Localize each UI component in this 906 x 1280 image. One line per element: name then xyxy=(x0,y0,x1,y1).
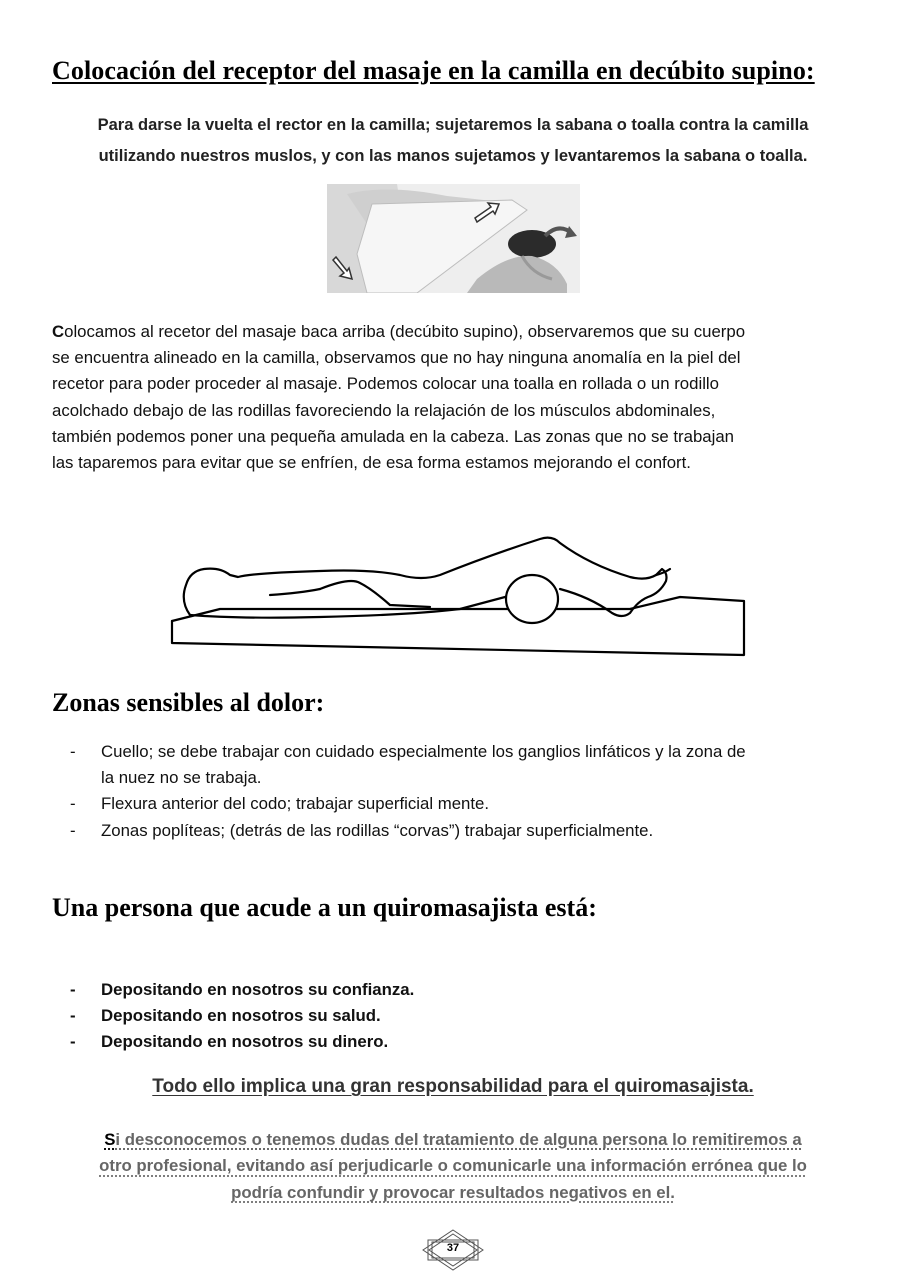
list-item-text: la nuez no se trabaja. xyxy=(101,768,262,788)
list-dash: - xyxy=(70,794,76,814)
page-number: 37 xyxy=(446,1242,460,1254)
list-dash: - xyxy=(70,980,76,999)
client-trust-list xyxy=(70,977,670,1056)
list-item-text: Depositando en nosotros su dinero. xyxy=(101,1032,389,1052)
paragraph-line: recetor para poder proceder al masaje. Podemos colocar una toalla en rollada o un rodillo xyxy=(52,374,719,394)
intro-line: utilizando nuestros muslos, y con las manos sujetamos y levantaremos la sabana o toalla. xyxy=(98,147,808,165)
list-dash: - xyxy=(70,820,76,840)
intro-line: Para darse la vuelta el rector en la camilla; sujetaremos la sabana o toalla contra la camilla xyxy=(97,116,809,134)
list-item-text: Cuello; se debe trabajar con cuidado especialmente los ganglios linfáticos y la zona de xyxy=(101,742,746,761)
paragraph-line: también podemos poner una pequeña amulada en la cabeza. Las zonas que no se trabajan xyxy=(52,426,735,446)
advice-line-text: podría confundir y provocar resultados negativos en el. xyxy=(231,1182,675,1202)
responsibility-text: Todo ello implica una gran responsabilidad para el quiromasajista. xyxy=(152,1076,754,1097)
paragraph-line: se encuentra alineado en la camilla, observamos que no hay ninguna anomalía en la piel del xyxy=(52,348,741,368)
list-item-text: Flexura anterior del codo; trabajar superficial mente. xyxy=(101,794,490,814)
paragraph-line xyxy=(52,319,862,345)
advice-line-text: otro profesional, evitando así perjudicarle o comunicarle una información errónea que lo xyxy=(99,1156,807,1176)
advice-line xyxy=(40,1127,866,1153)
advice-line xyxy=(40,1180,866,1206)
paragraph-first-line: olocamos al recetor del masaje baca arriba (decúbito supino), observaremos que su cuerpo xyxy=(64,322,746,341)
page-number-badge xyxy=(422,1229,484,1271)
list-dash: - xyxy=(70,742,76,761)
referral-advice xyxy=(40,1127,866,1206)
sensitive-zones-list xyxy=(70,739,860,844)
list-item xyxy=(70,1003,670,1029)
section-title-sensitive-zones: Zonas sensibles al dolor: xyxy=(52,688,325,717)
list-item xyxy=(70,977,670,1003)
list-dash: - xyxy=(70,1006,76,1026)
list-item xyxy=(70,739,860,791)
list-item xyxy=(70,1029,670,1055)
advice-first-letter: S xyxy=(104,1130,116,1149)
section-title-client-trust: Una persona que acude a un quiromasajista está: xyxy=(52,893,597,922)
paragraph-line: acolchado debajo de las rodillas favoreciendo la relajación de los músculos abdominales, xyxy=(52,400,716,420)
turning-client-photo xyxy=(327,184,580,293)
list-dash: - xyxy=(70,1032,76,1052)
list-item-text: Depositando en nosotros su salud. xyxy=(101,1006,381,1026)
turning-client-illustration xyxy=(327,184,580,293)
list-item xyxy=(70,818,860,844)
supine-position-paragraph xyxy=(52,319,862,476)
list-item-text: Depositando en nosotros su confianza. xyxy=(101,980,415,999)
intro-text xyxy=(40,110,866,172)
advice-line xyxy=(40,1153,866,1179)
list-item xyxy=(70,791,860,817)
drop-letter: C xyxy=(52,322,65,341)
section-title-placement: Colocación del receptor del masaje en la camilla en decúbito supino: xyxy=(52,56,815,85)
supine-person-drawing xyxy=(160,497,748,663)
responsibility-statement xyxy=(0,1076,906,1098)
advice-first-line: i desconocemos o tenemos dudas del tratamiento de alguna persona lo remitiremos a xyxy=(115,1130,802,1149)
list-item-text: Zonas poplíteas; (detrás de las rodillas “corvas”) trabajar superficialmente. xyxy=(101,820,654,840)
paragraph-line: las taparemos para evitar que se enfríen, de esa forma estamos mejorando el confort. xyxy=(52,453,691,473)
